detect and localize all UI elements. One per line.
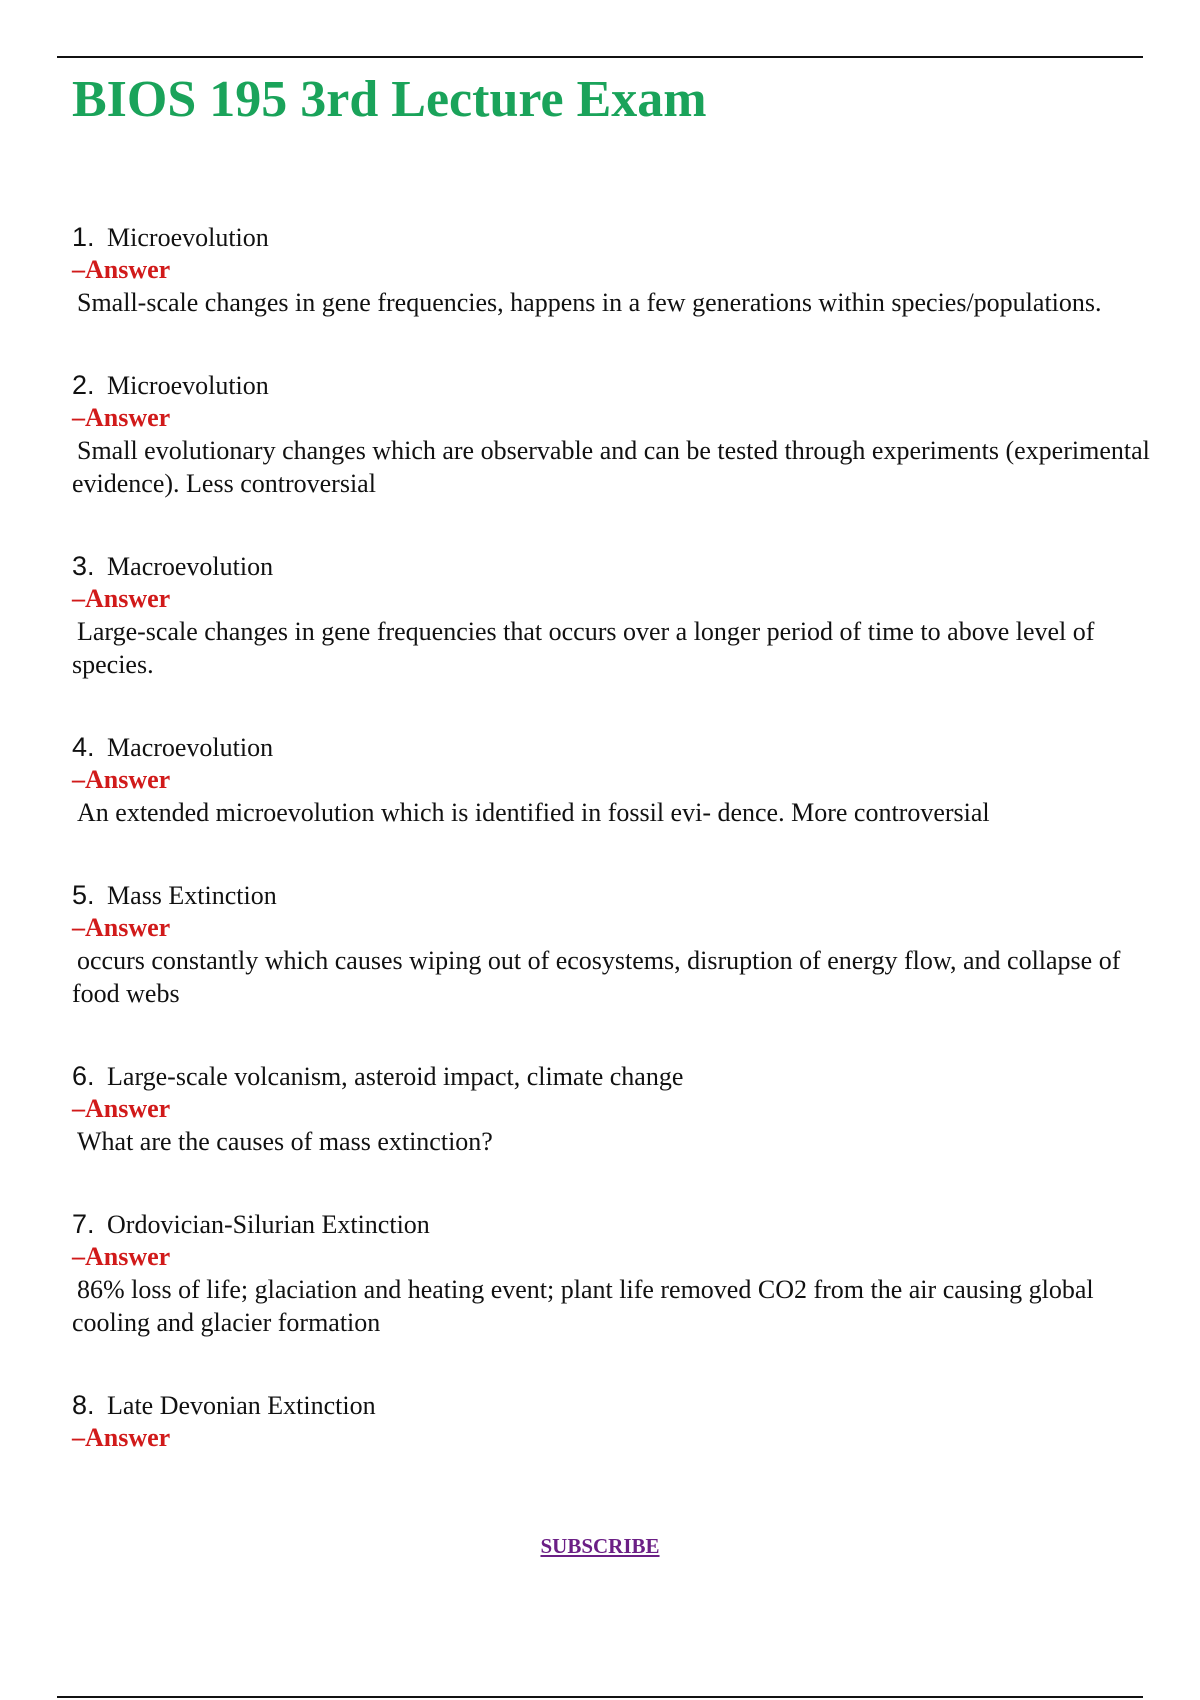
question-number: 6. [72, 1061, 95, 1091]
answer-body: occurs constantly which causes wiping out of ecosystems, disruption of energy flow, and collapse of food webs [72, 946, 1121, 1008]
answer-text [72, 615, 1152, 681]
question-line [72, 879, 1152, 912]
question-term: Macroevolution [107, 733, 274, 762]
answer-label: –Answer [72, 403, 171, 432]
question-term: Late Devonian Extinction [107, 1391, 376, 1420]
question-item-4 [72, 731, 1152, 829]
answer-label: –Answer [72, 255, 171, 284]
answer-text [72, 944, 1152, 1010]
answer-text [72, 1273, 1152, 1339]
question-item-1 [72, 221, 1152, 319]
question-line [72, 369, 1152, 402]
subscribe-link[interactable]: SUBSCRIBE [540, 1534, 660, 1558]
question-list [72, 221, 1152, 1504]
bottom-divider [57, 1696, 1143, 1698]
answer-text [72, 434, 1152, 500]
question-item-6 [72, 1060, 1152, 1158]
question-item-8 [72, 1389, 1152, 1454]
question-item-2 [72, 369, 1152, 500]
answer-label: –Answer [72, 1094, 171, 1123]
question-line [72, 1389, 1152, 1422]
question-item-5 [72, 879, 1152, 1010]
answer-label: –Answer [72, 913, 171, 942]
answer-text [72, 1125, 1152, 1158]
question-item-7 [72, 1208, 1152, 1339]
question-number: 5. [72, 880, 95, 910]
question-term: Microevolution [107, 371, 269, 400]
page-title: BIOS 195 3rd Lecture Exam [72, 71, 707, 128]
answer-text [72, 286, 1152, 319]
answer-body: Large-scale changes in gene frequencies that occurs over a longer period of time to above level of species. [72, 617, 1095, 679]
question-line [72, 221, 1152, 254]
question-line [72, 1060, 1152, 1093]
question-item-3 [72, 550, 1152, 681]
question-term: Mass Extinction [107, 881, 277, 910]
answer-label: –Answer [72, 1242, 171, 1271]
question-number: 8. [72, 1390, 95, 1420]
top-divider [57, 56, 1143, 58]
question-number: 7. [72, 1209, 95, 1239]
answer-body: What are the causes of mass extinction? [77, 1127, 493, 1156]
question-term: Macroevolution [107, 552, 274, 581]
question-number: 2. [72, 370, 95, 400]
answer-text [72, 796, 1152, 829]
question-term: Microevolution [107, 223, 269, 252]
question-term: Large-scale volcanism, asteroid impact, climate change [107, 1062, 684, 1091]
answer-label: –Answer [72, 765, 171, 794]
question-number: 3. [72, 551, 95, 581]
answer-label: –Answer [72, 584, 171, 613]
answer-body: An extended microevolution which is identified in fossil evi- dence. More controversial [77, 798, 990, 827]
answer-body: Small-scale changes in gene frequencies, happens in a few generations within species/populations. [77, 288, 1102, 317]
question-line [72, 550, 1152, 583]
question-number: 4. [72, 732, 95, 762]
question-line [72, 1208, 1152, 1241]
answer-body: Small evolutionary changes which are observable and can be tested through experiments (experimental evidence). Less controversial [72, 436, 1150, 498]
question-term: Ordovician-Silurian Extinction [107, 1210, 430, 1239]
question-line [72, 731, 1152, 764]
answer-body: 86% loss of life; glaciation and heating event; plant life removed CO2 from the air causing global cooling and glacier formation [72, 1275, 1094, 1337]
question-number: 1. [72, 222, 95, 252]
answer-label: –Answer [72, 1423, 171, 1452]
